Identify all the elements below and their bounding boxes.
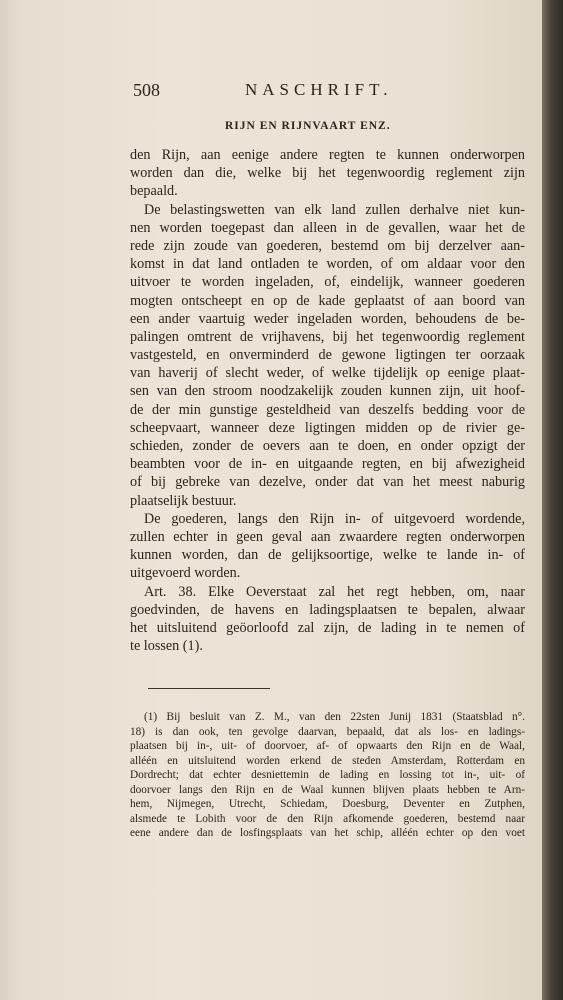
footnote-line: doorvoer langs den Rijn en de Waal kunnen blijven plaats hebben te Arn-	[130, 783, 525, 796]
body-line: uitvoer te worden ingeladen, of, eindelijk, wanneer goederen	[130, 274, 525, 291]
section-subhead: RIJN EN RIJNVAART ENZ.	[225, 120, 391, 132]
body-line: den Rijn, aan eenige andere regten te kunnen onderworpen	[130, 147, 525, 163]
footnote-divider	[148, 688, 270, 689]
body-line: kunnen worden, dan de gelijksoortige, welke te lande in- of	[130, 547, 525, 564]
body-line: De belastingswetten van elk land zullen derhalve niet kun-	[144, 201, 525, 218]
footnote	[130, 710, 525, 841]
body-line: beambten voor de in- en uitgaande regten, en bij afwezigheid	[130, 456, 525, 473]
page-header	[133, 80, 413, 104]
footnote-line: alléén en uitsluitend worden erkend de steden Amsterdam, Rotterdam en	[130, 754, 525, 767]
body-line: van haverij of slecht weder, of welke tijdelijk op eenige plaat-	[130, 365, 525, 382]
body-line: schieden, zonder de oevers aan te doen, en onder opzigt der	[130, 438, 525, 454]
body-text	[130, 146, 525, 655]
body-line: De goederen, langs den Rijn in- of uitgevoerd wordende,	[144, 510, 525, 527]
body-line: nen worden toegepast dan alleen in de gevallen, waar het de	[130, 219, 525, 236]
body-line: mogten ontscheept en op de kade geplaatst of aan boord van	[130, 292, 525, 309]
body-line: vastgesteld, en onverminderd de gewone ligtingen ter oorzaak	[130, 347, 525, 364]
footnote-line: eene andere dan de losfingsplaats van het schip, alléén echter op den voet	[130, 827, 525, 839]
body-line: komst in dat land ontladen te worden, of om aldaar voor den	[130, 256, 525, 273]
body-line: sen van den stroom noodzakelijk zouden kunnen zijn, uit hoof-	[130, 383, 525, 400]
body-line: Art. 38. Elke Oeverstaat zal het regt hebben, om, naar	[144, 583, 525, 600]
page-number: 508	[133, 80, 160, 100]
body-line: goedvinden, de havens en ladingsplaatsen te bepalen, alwaar	[130, 601, 525, 618]
body-line: te lossen (1).	[130, 638, 203, 655]
body-line: het uitsluitend geöorloofd zal zijn, de lading in te nemen of	[130, 619, 525, 636]
body-line: palingen omtrent de vrijhavens, bij het tegenwoordig reglement	[130, 328, 525, 345]
body-line: uitgevoerd worden.	[130, 565, 241, 582]
book-spine-edge	[542, 0, 563, 1000]
body-line: de der min gunstige gesteldheid van deszelfs bedding voor de	[130, 401, 525, 418]
body-line: scheepvaart, wanneer deze ligtingen midden op de rivier ge-	[130, 419, 525, 436]
body-line: bepaald.	[130, 183, 178, 200]
body-line: een ander vaartuig weder ingeladen worden, behoudens de be-	[130, 310, 525, 327]
footnote-line: plaatsen bij in-, uit- of doorvoer, af- of opwaarts den Rijn en de Waal,	[130, 740, 525, 752]
body-line: rede zijn zoude van goederen, bestemd om bij derzelver aan-	[130, 237, 525, 254]
footnote-line: Dordrecht; dat echter desniettemin de lading en lossing tot in-, uit- of	[130, 769, 525, 781]
body-line: worden dan die, welke bij het tegenwoordig reglement zijn	[130, 165, 525, 182]
running-title: NASCHRIFT.	[245, 80, 393, 99]
footnote-line: 18) is dan ook, ten gevolge daarvan, bepaald, dat als los- en ladings-	[130, 725, 525, 738]
body-line: of bij gebreke van dezelve, onder dat van het meest naburig	[130, 474, 525, 491]
body-line: plaatselijk bestuur.	[130, 492, 237, 509]
footnote-line: (1) Bij besluit van Z. M., van den 22sten Junij 1831 (Staatsblad n°.	[144, 711, 525, 723]
footnote-line: hem, Nijmegen, Utrecht, Schiedam, Doesburg, Deventer en Zutphen,	[130, 798, 525, 810]
body-line: zullen echter in geen geval aan zwaardere regten onderworpen	[130, 528, 525, 545]
footnote-line: alsmede te Lobith voor de den Rijn afkomende goederen, bestemd naar	[130, 812, 525, 825]
